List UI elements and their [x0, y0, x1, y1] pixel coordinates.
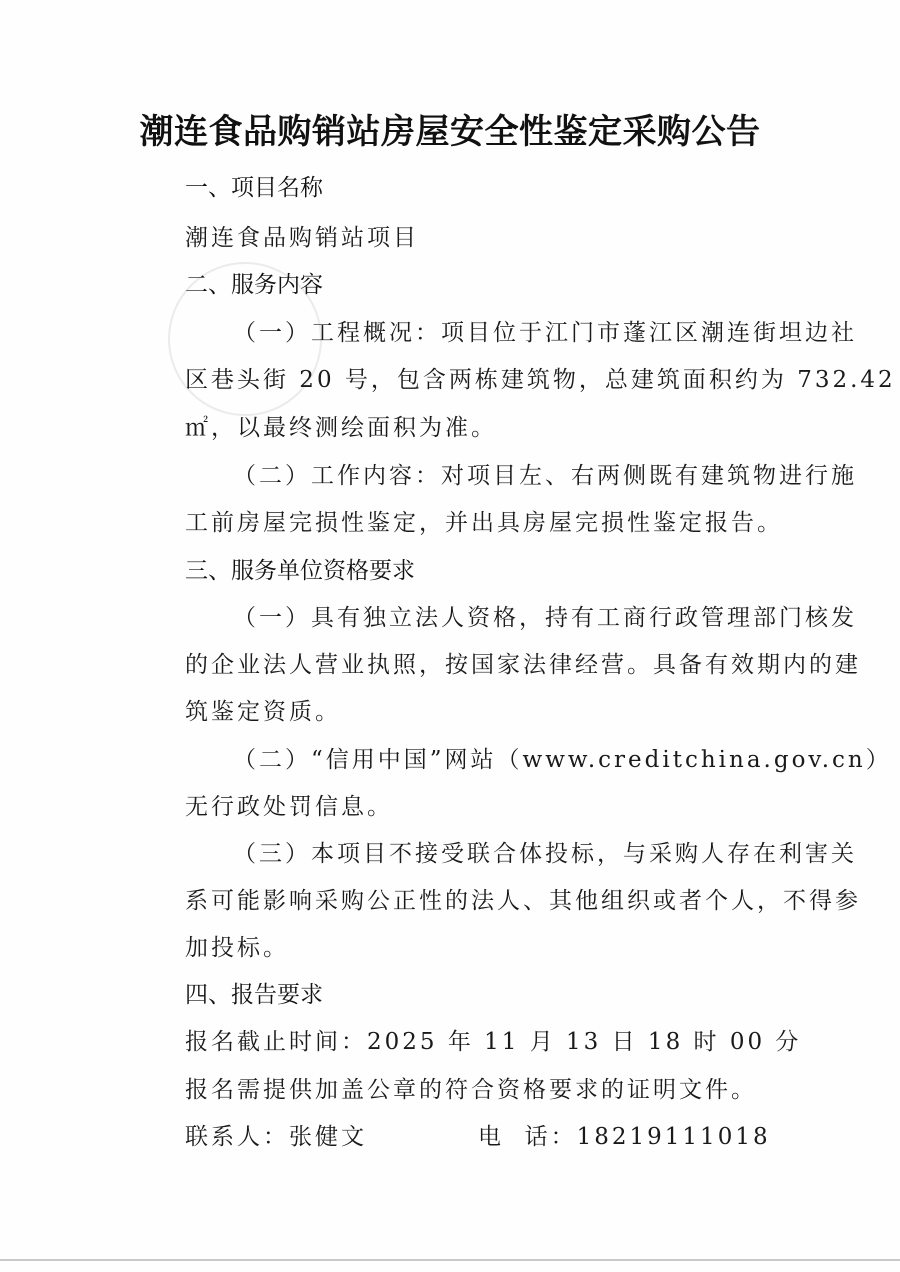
- project-overview-line-3: ㎡，以最终测绘面积为准。: [185, 415, 497, 441]
- document-title: 潮连食品购销站房屋安全性鉴定采购公告: [139, 112, 761, 152]
- contact-person: [185, 1122, 367, 1152]
- section-heading-service-content: 二、服务内容: [185, 272, 323, 298]
- contact-phone-number: 18219111018: [576, 1124, 771, 1150]
- qualification-1-line-2: 的企业法人营业执照，按国家法律经营。具备有效期内的建: [185, 652, 861, 678]
- qualification-1-line-1: [185, 603, 857, 633]
- qualification-2-line-2: 无行政处罚信息。: [185, 794, 393, 820]
- work-content-line-1-text: （二）工作内容：对项目左、右两侧既有建筑物进行施: [233, 463, 857, 489]
- qualification-3-line-1: [185, 839, 857, 869]
- registration-deadline: 报名截止时间：2025 年 11 月 13 日 18 时 00 分: [185, 1029, 802, 1055]
- project-overview-line-1: [185, 318, 857, 348]
- project-overview-line-2: 区巷头街 20 号，包含两栋建筑物，总建筑面积约为 732.42: [185, 367, 896, 393]
- qualification-2-line-1: [185, 745, 892, 775]
- qualification-1-line-3: 筑鉴定资质。: [185, 699, 341, 725]
- contact-phone-label: 电 话：: [478, 1124, 577, 1150]
- page-bottom-edge: [0, 1259, 900, 1261]
- project-overview-line-1-text: （一）工程概况：项目位于江门市蓬江区潮连街坦边社: [233, 320, 857, 346]
- contact-phone: [478, 1122, 771, 1152]
- section-heading-qualifications: 三、服务单位资格要求: [185, 558, 415, 584]
- section-heading-project-name: 一、项目名称: [185, 175, 323, 201]
- qualification-3-line-1-text: （三）本项目不接受联合体投标，与采购人存在利害关: [233, 841, 857, 867]
- registration-documents-note: 报名需提供加盖公章的符合资格要求的证明文件。: [185, 1077, 757, 1103]
- section-heading-report-requirements: 四、报告要求: [185, 982, 323, 1008]
- qualification-3-line-2: 系可能影响采购公正性的法人、其他组织或者个人，不得参: [185, 888, 861, 914]
- qualification-3-line-3: 加投标。: [185, 935, 289, 961]
- qualification-1-line-1-text: （一）具有独立法人资格，持有工商行政管理部门核发: [233, 605, 857, 631]
- project-name-text: 潮连食品购销站项目: [185, 225, 419, 251]
- work-content-line-1: [185, 461, 857, 491]
- qualification-2-line-1-text: （二）“信用中国”网站（www.creditchina.gov.cn）: [233, 747, 892, 773]
- contact-person-name: 张健文: [289, 1124, 367, 1150]
- work-content-line-2: 工前房屋完损性鉴定，并出具房屋完损性鉴定报告。: [185, 510, 783, 536]
- contact-person-label: 联系人：: [185, 1124, 289, 1150]
